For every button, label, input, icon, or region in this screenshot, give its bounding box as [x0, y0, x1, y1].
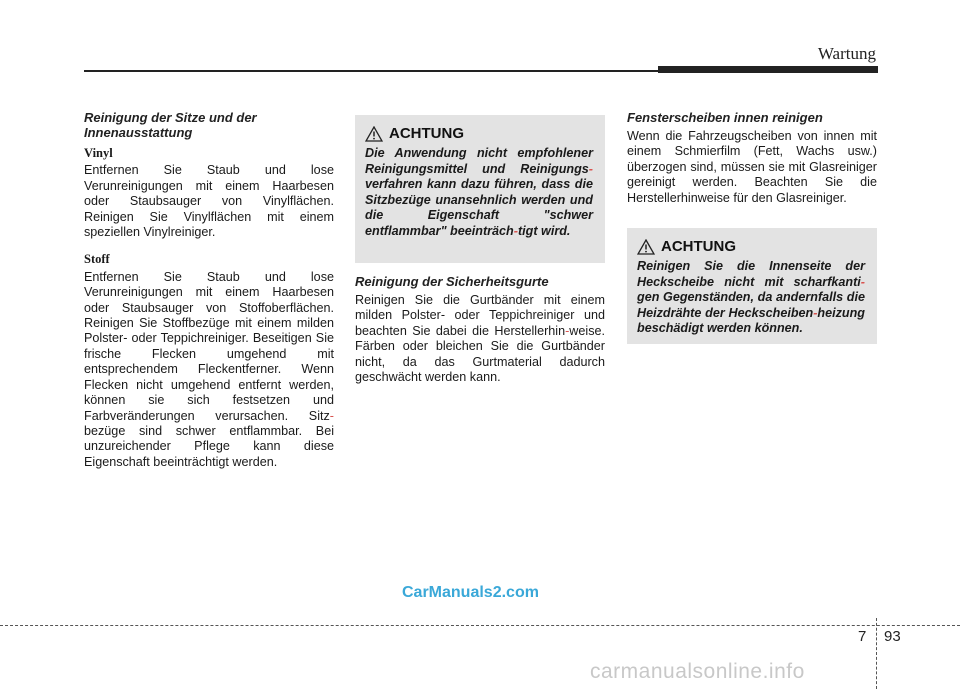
subheading-stoff: Stoff	[84, 252, 110, 267]
warning-text-part2: gen Gegenständen, da andernfalls die Heizdrähte der Heckscheiben	[637, 290, 865, 320]
subheading-vinyl: Vinyl	[84, 146, 113, 160]
warning-header	[637, 238, 865, 255]
warning-text-part3: tigt wird.	[517, 223, 571, 238]
paragraph-stoff-part2: bezüge sind schwer entflammbar. Bei unzureichender Pflege kann diese Eigenschaft beeinträchtigt werden.	[84, 423, 334, 469]
warning-header	[365, 125, 593, 142]
paragraph-seatbelts-part2: weise. Färben oder bleichen Sie die Gurtbänder nicht, da das Gurtmaterial dadurch geschwächt werden kann.	[355, 323, 605, 385]
hyphen-mark: -	[860, 274, 865, 289]
column-windows	[627, 110, 877, 206]
section-title-seats: Reinigung der Sitze und der Innenausstattung	[84, 110, 257, 140]
section-title-windows: Fensterscheiben innen reinigen	[627, 110, 823, 125]
page-number: 93	[884, 628, 901, 645]
column-seats	[84, 110, 334, 470]
footer-rule	[0, 625, 960, 626]
paragraph-seatbelts	[355, 293, 605, 385]
column-seatbelts	[355, 274, 605, 385]
watermark-carmanualsonline: carmanualsonline.info	[590, 660, 805, 683]
warning-text-part1: Reinigen Sie die Innenseite der Heckscheibe nicht mit scharfkanti	[637, 259, 865, 289]
footer-divider	[876, 618, 877, 689]
warning-box-seats	[355, 115, 605, 263]
hyphen-mark: -	[813, 305, 818, 320]
watermark-carmanuals2: CarManuals2.com	[402, 584, 539, 601]
warning-text-part3: heizung beschädigt werden können.	[637, 305, 865, 336]
header-rule	[84, 70, 658, 72]
warning-triangle-icon	[365, 126, 383, 142]
paragraph-stoff-part1: Entfernen Sie Staub und lose Verunreinigungen mit einem Haarbesen oder Staubsauger von Stoffoberflächen. Reinigen Sie Stoffbezüge mit einem milden Polster- oder Teppichreiniger. Beseitigen Sie frische Flecken umgehend mit entsprechendem Fleckentferner. Wenn Flecken nicht umgehend entfernt werden, können sie sich festsetzen und Farbveränderungen verursachen. Sitz	[84, 269, 334, 423]
paragraph-windows: Wenn die Fahrzeugscheiben von innen mit einem Schmierfilm (Fett, Wachs usw.) überzogen sind, müssen sie mit Glasreiniger gereinigt werden. Beachten Sie die Herstellerhinweise für den Glasreiniger.	[627, 129, 877, 205]
warning-text-part2: verfahren kann dazu führen, dass die Sitzbezüge unansehnlich werden und die Eigenschaft "schwer entflammbar" beeinträch	[365, 177, 593, 238]
warning-box-windows	[627, 228, 877, 344]
chapter-title: Wartung	[817, 44, 876, 63]
hyphen-mark: -	[513, 223, 518, 238]
warning-triangle-icon	[637, 239, 655, 255]
hyphen-mark: -	[588, 161, 593, 176]
warning-label: ACHTUNG	[389, 125, 464, 142]
section-title-seatbelts: Reinigung der Sicherheitsgurte	[355, 274, 549, 289]
paragraph-vinyl: Entfernen Sie Staub und lose Verunreinigungen mit einem Haarbesen oder Staubsauger von Vinylflächen. Reinigen Sie Vinylflächen mit einem speziellen Vinylreiniger.	[84, 163, 334, 240]
warning-text-windows	[637, 259, 865, 337]
header-bar	[658, 66, 878, 73]
warning-label: ACHTUNG	[661, 238, 736, 255]
hyphen-mark: -	[329, 408, 334, 423]
hyphen-mark: -	[565, 323, 570, 338]
warning-text-part1: Die Anwendung nicht empfohlener Reinigungsmittel und Reinigungs	[365, 146, 593, 176]
warning-text-seats	[365, 146, 593, 240]
paragraph-seatbelts-part1: Reinigen Sie die Gurtbänder mit einem milden Polster- oder Teppichreiniger und beachten Sie dabei die Herstellerhin	[355, 293, 605, 338]
chapter-number: 7	[858, 628, 867, 645]
paragraph-stoff	[84, 270, 334, 470]
